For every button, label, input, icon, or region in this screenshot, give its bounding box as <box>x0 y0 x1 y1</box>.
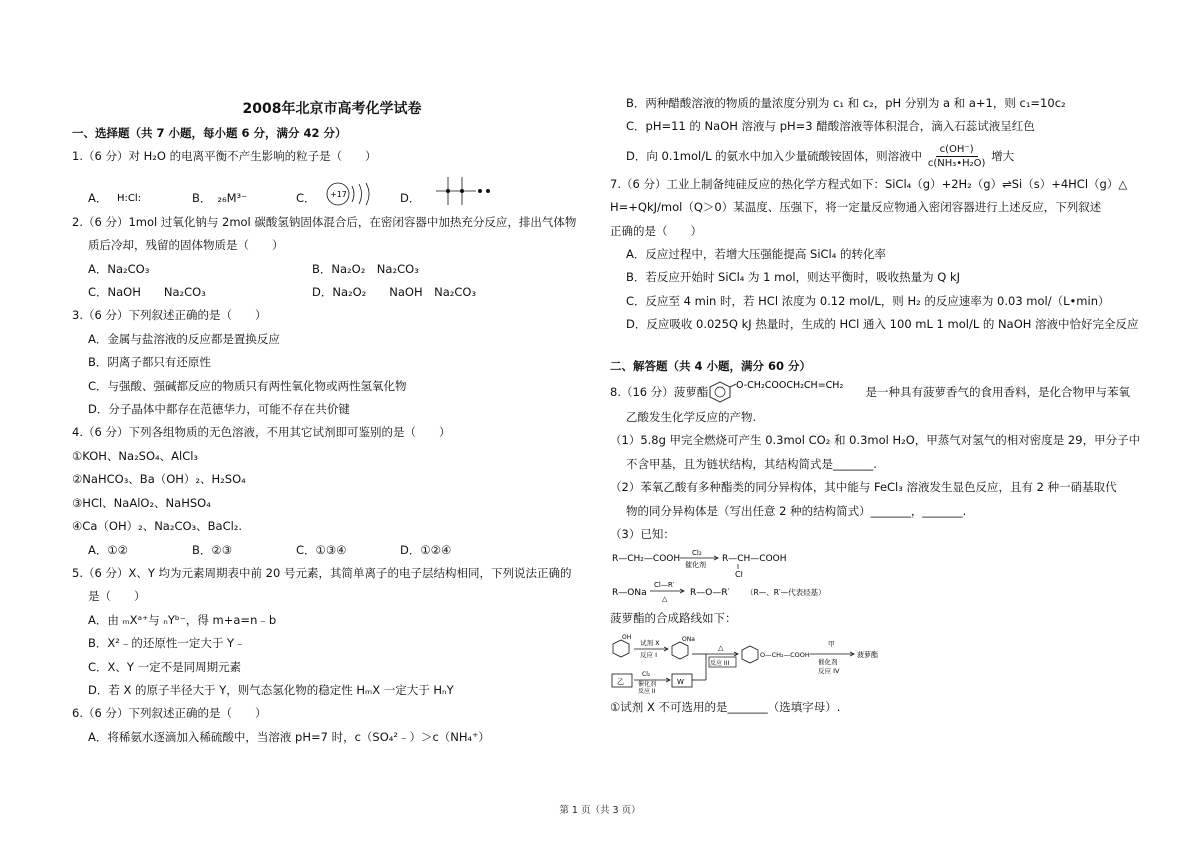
q8-stem-line2: 乙酸发生化学反应的产物. <box>626 410 757 425</box>
q3-option-b: B．阴离子都只有还原性 <box>88 355 211 370</box>
q6-fraction-numerator: c(OH⁻) <box>936 143 978 157</box>
q2-option-c: C．NaOH Na₂CO₃ <box>88 285 206 300</box>
q7-option-b: B．若反应开始时 SiCl₄ 为 1 mol，则达平衡时，吸收热量为 Q kJ <box>626 270 961 285</box>
q8-last-line: ①试剂 X 不可选用的是_______（选填字母）. <box>610 699 841 714</box>
right-column <box>610 92 1141 719</box>
q7-stem-line2: H=+QkJ/mol（Q＞0）某温度、压强下，将一定量反应物通入密闭容器进行上述反应，下列叙述 <box>610 200 1102 215</box>
q8-route-caption: 菠萝酯的合成路线如下： <box>610 610 737 625</box>
q4-option-c: C．①③④ <box>296 542 347 557</box>
q6-option-d <box>610 139 1130 173</box>
q8-part2-line2: 物的同分异构体是（写出任意 2 种的结构简式）_______，_______. <box>626 503 967 518</box>
q2-option-b: B．Na₂O₂ Na₂CO₃ <box>312 261 419 276</box>
q8-ester-structure-figure <box>708 378 865 406</box>
q1-a-text: H:Cl: <box>117 192 142 204</box>
s-rxn1: 反应 I <box>640 650 657 659</box>
q1-option-d <box>400 171 504 211</box>
q1-electron-dot-figure <box>113 181 163 211</box>
q8-known-reactions <box>610 549 910 605</box>
r1-cond-top: Cl₂ <box>692 548 702 557</box>
q2-option-a: A．Na₂CO₃ <box>88 261 150 276</box>
q2-stem-line2: 质后冷却，残留的固体物质是（ ） <box>88 238 284 253</box>
q6-option-d-pre: D．向 0.1mol/L 的氨水中加入少量硫酸铵固体，则溶液中 <box>626 148 923 163</box>
q4-option-b: B．②③ <box>192 542 233 557</box>
q2-option-d: D．Na₂O₂ NaOH Na₂CO₃ <box>312 285 477 300</box>
q1-c-text: +17 <box>329 189 347 199</box>
s-rxn4: 反应 IV <box>818 666 840 675</box>
q7-option-a: A．反应过程中，若增大压强能提高 SiCl₄ 的转化率 <box>626 247 887 262</box>
q3-stem: 3.（6 分）下列叙述正确的是（ ） <box>72 308 267 323</box>
q5-stem-line2: 是（ ） <box>88 589 146 604</box>
s-prod: O—CH₂—COOH <box>760 650 810 659</box>
q8-synthesis-route <box>610 632 910 694</box>
q6-fraction-denominator: c(NH₃•H₂O) <box>927 157 986 169</box>
r2-cond-top: Cl—R′ <box>654 580 675 589</box>
q6-option-a: A．将稀氨水逐滴加入稀硫酸中，当溶液 pH=7 时，c（SO₄²﹣）＞c（NH₄⁺） <box>88 729 490 744</box>
q5-option-c: C．X、Y 一定不是同周期元素 <box>88 659 242 674</box>
q6-option-b: B．两种醋酸溶液的物质的量浓度分别为 c₁ 和 c₂，pH 分别为 a 和 a+1，则 c₁=10c₂ <box>626 96 1066 110</box>
r2-cond-bot: △ <box>662 594 668 603</box>
q8-stem-line1 <box>610 378 1130 406</box>
r1-cond-bot: 催化剂 <box>685 560 706 569</box>
q4-options <box>72 539 592 562</box>
q7-option-d: D．反应吸收 0.025Q kJ 热量时，生成的 HCl 通入 100 mL 1 mol/L 的 NaOH 溶液中恰好完全反应 <box>626 317 1139 332</box>
q4-item-4: ④Ca（OH）₂、Na₂CO₃、BaCl₂. <box>72 519 243 534</box>
q8-formula: O-CH₂COOCH₂CH=CH₂ <box>736 380 844 392</box>
q1-option-b <box>192 187 296 210</box>
s-cat2: 催化剂 <box>638 680 657 688</box>
s-jia: 甲 <box>828 639 835 648</box>
q2-options-row2 <box>72 281 592 304</box>
r2-right: R—O—R′ <box>690 587 730 598</box>
q8-pre: 8.（16 分）菠萝酯 <box>610 385 709 400</box>
q1-structure-formula-figure <box>426 171 496 211</box>
q4-option-d: D．①②④ <box>400 542 452 557</box>
s-rxn3: 反应 III <box>710 659 730 667</box>
spacer <box>610 337 1130 355</box>
s-reagent-x: 试剂 X <box>640 638 660 647</box>
exam-title: 2008年北京市高考化学试卷 <box>242 101 422 117</box>
q2-options-row1 <box>72 258 592 281</box>
q4-item-3: ③HCl、NaAlO₂、NaHSO₄ <box>72 495 211 510</box>
q1-options <box>72 169 592 211</box>
q2-stem-line1: 2.（6 分）1mol 过氧化钠与 2mol 碳酸氢钠固体混合后，在密闭容器中加热充分反应，排出气体物 <box>72 214 577 229</box>
s-delta: △ <box>718 643 724 652</box>
left-column <box>72 92 592 749</box>
s-w: W <box>677 677 684 686</box>
s-final: 菠萝酯 <box>857 650 878 659</box>
r2-note: （R—、R′—代表烃基） <box>746 587 826 597</box>
section-answer-heading: 二、解答题（共 4 小题，满分 60 分） <box>610 358 812 373</box>
q7-stem-line1: 7.（6 分）工业上制备纯硅反应的热化学方程式如下：SiCl₄（g）+2H₂（g）⇌Si（s）+4HCl（g）△ <box>610 176 1128 191</box>
q6-option-c: C．pH=11 的 NaOH 溶液与 pH=3 醋酸溶液等体积混合，滴入石蕊试液呈红色 <box>626 119 1035 134</box>
q1-option-c <box>296 177 400 211</box>
q1-b-text: ₂₆M³⁻ <box>217 191 248 206</box>
q4-stem: 4.（6 分）下列各组物质的无色溶液，不用其它试剂即可鉴别的是（ ） <box>72 425 451 440</box>
q6-fraction <box>928 143 986 170</box>
q1-option-a <box>88 181 192 211</box>
q5-option-a: A．由 ₘXᵃ⁺与 ₙYᵇ⁻，得 m+a=n﹣b <box>88 612 277 627</box>
q1-label-a: A． <box>88 191 108 206</box>
q8-part1-line2: 不含甲基，且为链状结构，其结构简式是_______. <box>626 456 877 471</box>
q4-item-1: ①KOH、Na₂SO₄、AlCl₃ <box>72 448 199 463</box>
q1-label-b: B． <box>192 191 212 206</box>
s-cl2: Cl₂ <box>642 670 651 678</box>
s-rxn2: 反应 II <box>638 687 656 694</box>
q8-part2-line1: （2）苯氧乙酸有多种酯类的同分异构体，其中能与 FeCl₃ 溶液发生显色反应，且有 2 种一硝基取代 <box>610 480 1117 495</box>
q8-part1-line1: （1）5.8g 甲完全燃烧可产生 0.3mol CO₂ 和 0.3mol H₂O，甲蒸气对氢气的相对密度是 29，甲分子中 <box>610 433 1141 448</box>
r2-left: R—ONa <box>612 587 647 598</box>
s-yi: 乙 <box>617 677 624 686</box>
q7-option-c: C．反应至 4 min 时，若 HCl 浓度为 0.12 mol/L，则 H₂ 的反应速率为 0.03 mol/（L•min） <box>626 293 1110 308</box>
r1-left: R—CH₂—COOH <box>612 553 681 564</box>
q5-option-d: D．若 X 的原子半径大于 Y，则气态氢化物的稳定性 HₘX 一定大于 HₙY <box>88 682 454 697</box>
q8-post: 是一种具有菠萝香气的食用香料，是化合物甲与苯氧 <box>865 385 1130 400</box>
q3-option-a: A．金属与盐溶液的反应都是置换反应 <box>88 331 280 346</box>
q3-option-c: C．与强酸、强碱都反应的物质只有两性氧化物或两性氢氧化物 <box>88 378 407 393</box>
r1-sub: Cl <box>735 569 743 579</box>
q7-stem-line3: 正确的是（ ） <box>610 223 702 238</box>
q1-label-d: D． <box>400 191 421 206</box>
s-cat: 催化剂 <box>818 657 838 666</box>
s-ona: ONa <box>682 635 695 643</box>
section-choice-heading: 一、选择题（共 7 小题，每小题 6 分，满分 42 分） <box>72 126 347 140</box>
q6-option-d-post: 增大 <box>991 148 1015 163</box>
q1-label-c: C． <box>296 191 316 206</box>
q4-item-2: ②NaHCO₃、Ba（OH）₂、H₂SO₄ <box>72 472 246 487</box>
q5-option-b: B．X²﹣的还原性一定大于 Y﹣ <box>88 636 246 651</box>
q1-stem: 1.（6 分）对 H₂O 的电离平衡不产生影响的粒子是（ ） <box>72 149 377 164</box>
q8-part3: （3）已知： <box>610 527 675 542</box>
r1-right: R—CH—COOH <box>722 553 787 564</box>
q1-atom-structure-figure <box>322 177 382 211</box>
q4-option-a: A．①② <box>88 542 128 557</box>
s-oh: OH <box>622 633 632 641</box>
q6-stem: 6.（6 分）下列叙述正确的是（ ） <box>72 706 267 721</box>
q3-option-d: D．分子晶体中都存在范德华力，可能不存在共价键 <box>88 402 350 417</box>
page-footer: 第 1 页（共 3 页） <box>559 805 641 816</box>
q5-stem-line1: 5.（6 分）X、Y 均为元素周期表中前 20 号元素，其简单离子的电子层结构相同，下列说法正确的 <box>72 565 572 580</box>
